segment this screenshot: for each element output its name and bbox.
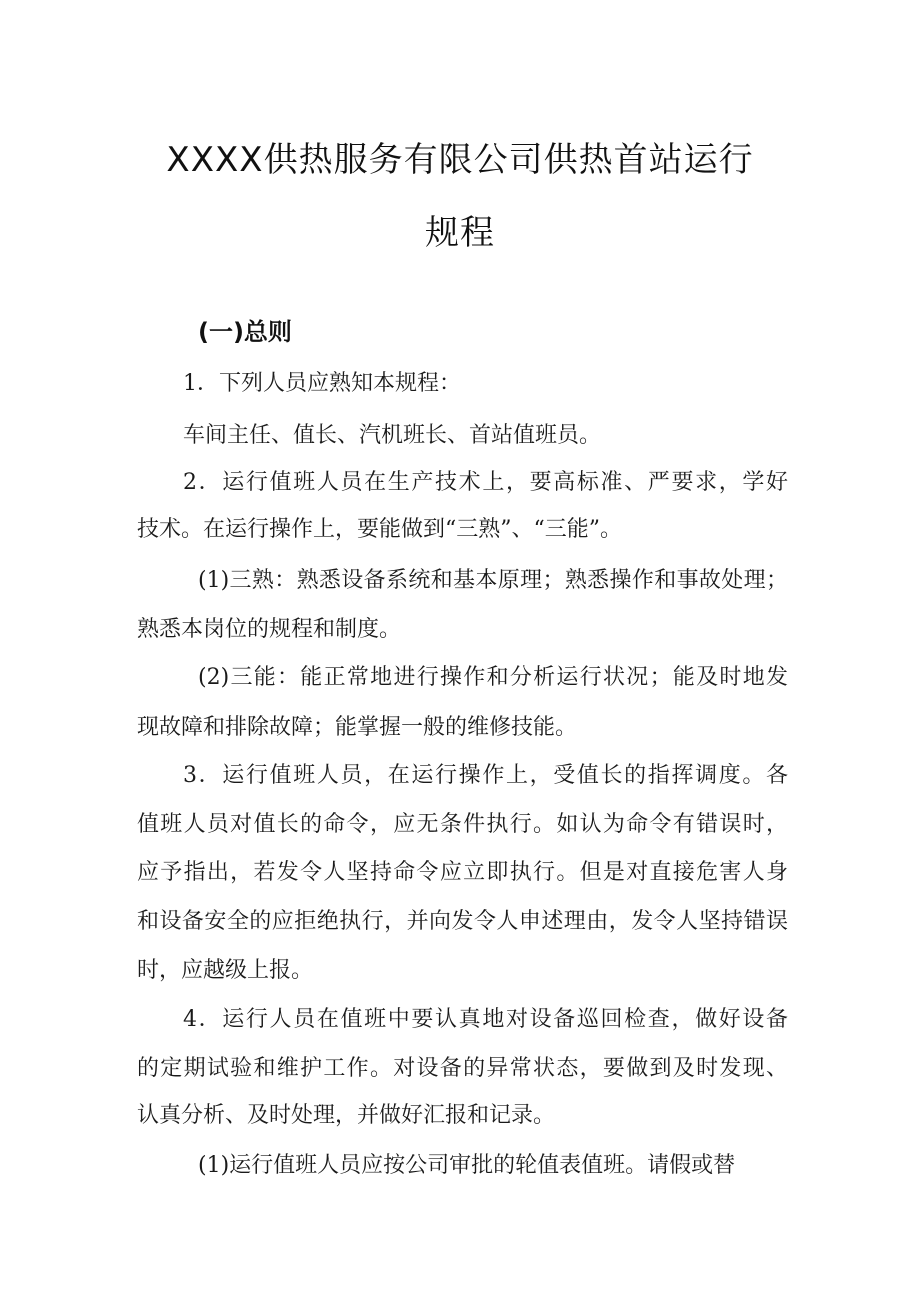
paragraph-line: (1)三熟：熟悉设备系统和基本原理；熟悉操作和事故处理； [198, 568, 788, 593]
paragraph-line: 时，应越级上报。 [137, 958, 314, 983]
paragraph-line: 值班人员对值长的命令，应无条件执行。如认为命令有错误时， [137, 812, 788, 837]
paragraph-line: 认真分析、及时处理，并做好汇报和记录。 [137, 1103, 556, 1128]
paragraph-line: 现故障和排除故障；能掌握一般的维修技能。 [137, 715, 578, 740]
document-title-line-1: XXXX供热服务有限公司供热首站运行 [166, 140, 754, 180]
paragraph-line: (1)运行值班人员应按公司审批的轮值表值班。请假或替 [198, 1153, 736, 1178]
paragraph-line: 和设备安全的应拒绝执行，并向发令人申述理由，发令人坚持错误 [137, 909, 788, 934]
paragraph-line: 熟悉本岗位的规程和制度。 [137, 617, 402, 642]
paragraph-line: (2)三能：能正常地进行操作和分析运行状况；能及时地发 [198, 665, 788, 690]
paragraph-line: 3．运行值班人员，在运行操作上，受值长的指挥调度。各 [183, 763, 788, 788]
paragraph-line: 的定期试验和维护工作。对设备的异常状态，要做到及时发现、 [137, 1056, 788, 1081]
paragraph-line: 2．运行值班人员在生产技术上，要高标准、严要求，学好 [183, 470, 788, 495]
document-title-line-2: 规程 [425, 213, 495, 253]
paragraph-line: 4．运行人员在值班中要认真地对设备巡回检查，做好设备 [183, 1007, 788, 1032]
paragraph-line: 车间主任、值长、汽机班长、首站值班员。 [183, 423, 602, 448]
paragraph-line: 1．下列人员应熟知本规程： [183, 371, 461, 396]
paragraph-line: 应予指出，若发令人坚持命令应立即执行。但是对直接危害人身 [137, 860, 788, 885]
section-heading: (一)总则 [198, 318, 292, 346]
paragraph-line: 技术。在运行操作上，要能做到“三熟”、“三能”。 [137, 517, 622, 542]
